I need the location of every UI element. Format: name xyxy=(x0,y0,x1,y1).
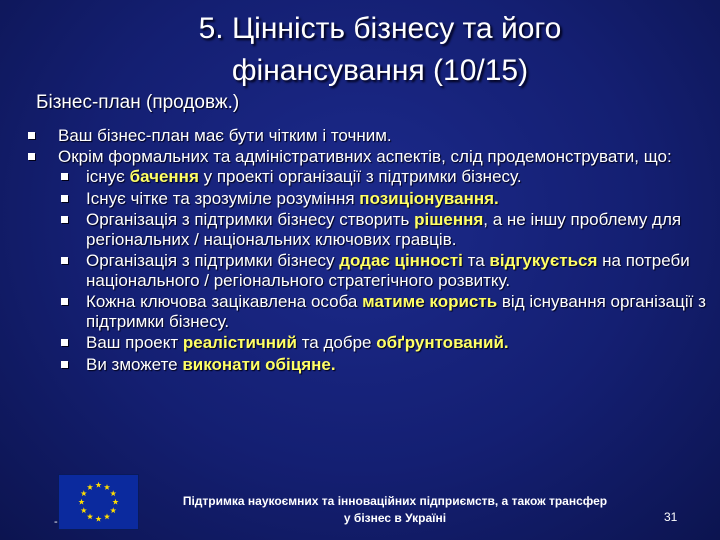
sub-bullet-item-3 xyxy=(22,210,712,249)
sub-bullet-text: та xyxy=(462,251,490,270)
sub-bullet-text: Кожна ключова зацікавлена особа xyxy=(86,292,363,311)
footer-text xyxy=(145,493,645,527)
highlight-text: відгукується xyxy=(489,251,598,270)
sub-bullet-item-5 xyxy=(22,292,712,331)
square-bullet-icon xyxy=(61,298,68,305)
square-bullet-icon xyxy=(28,153,35,160)
square-bullet-icon xyxy=(61,195,68,202)
square-bullet-icon xyxy=(61,216,68,223)
highlight-text: виконати обіцяне. xyxy=(182,354,336,374)
bullet-text: Окрім формальних та адміністративних аспектів, слід продемонструвати, що: xyxy=(58,146,672,166)
sub-bullet-text: на потреби національного / регіонального стратегічного розвитку. xyxy=(86,251,690,290)
sub-bullet-item-4 xyxy=(22,251,712,290)
sub-bullet-item-6 xyxy=(22,333,712,353)
bullet-list xyxy=(22,126,712,376)
square-bullet-icon xyxy=(61,361,68,368)
page-number: 31 xyxy=(664,510,678,524)
sub-bullet-item-1 xyxy=(22,167,712,187)
sub-bullet-text: у проекті організації з підтримки бізнесу. xyxy=(198,167,522,186)
square-bullet-icon xyxy=(61,339,68,346)
highlight-text: реалістичний xyxy=(182,333,297,352)
footer-text-line2: у бізнес в Україні xyxy=(343,511,447,525)
eu-flag-icon xyxy=(58,474,139,530)
sub-bullet-text: та добре xyxy=(296,333,377,352)
highlight-text: додає цінності xyxy=(339,251,463,270)
eu-flag-svg xyxy=(59,475,138,529)
sub-bullet-item-2 xyxy=(22,189,712,209)
highlight-text: бачення xyxy=(129,167,199,186)
sub-bullet-text: Ваш проект xyxy=(86,333,183,352)
square-bullet-icon xyxy=(61,173,68,180)
slide-subtitle: Бізнес-план (продовж.) xyxy=(36,92,240,113)
sub-bullet-text: Ви зможете xyxy=(86,354,183,374)
sub-bullet-text: Організація з підтримки бізнесу xyxy=(86,251,340,270)
square-bullet-icon xyxy=(61,257,68,264)
footer-dash: - xyxy=(54,516,58,528)
slide-title-line2: фінансування (10/15) xyxy=(231,54,529,87)
highlight-text: матиме користь xyxy=(362,292,498,311)
sub-bullet-text: існує xyxy=(86,167,130,186)
sub-bullet-text: Організація з підтримки бізнесу створить xyxy=(86,210,415,229)
square-bullet-icon xyxy=(28,132,35,139)
highlight-text: рішення xyxy=(414,210,484,229)
highlight-text: обґрунтований. xyxy=(376,333,509,352)
slide-title-line1: 5. Цінність бізнесу та його xyxy=(198,12,562,45)
sub-bullet-item-7 xyxy=(22,355,712,375)
bullet-item-2 xyxy=(22,147,712,167)
slide-title xyxy=(120,8,640,92)
sub-bullet-text: від існування організації з підтримки бізнесу. xyxy=(86,292,706,331)
sub-bullet-text: Існує чітке та зрозуміле розуміння xyxy=(86,188,360,208)
highlight-text: позиціонування. xyxy=(359,188,499,208)
bullet-text: Ваш бізнес-план має бути чітким і точним. xyxy=(58,126,392,145)
bullet-item-1 xyxy=(22,126,712,146)
sub-bullet-text: , а не іншу проблему для регіональних / національних ключових гравців. xyxy=(86,210,682,249)
footer-text-line1: Підтримка наукоємних та інноваційних підприємств, а також трансфер xyxy=(182,494,608,508)
